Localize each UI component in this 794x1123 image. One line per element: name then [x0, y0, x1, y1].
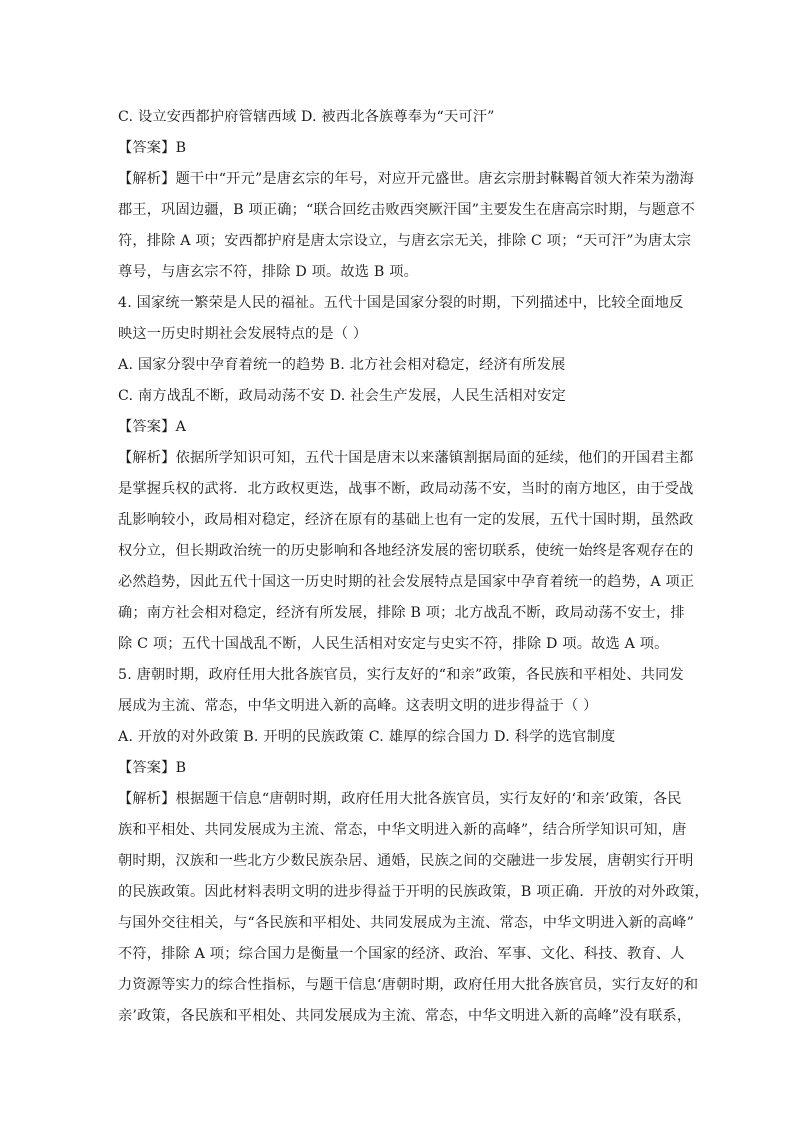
line-text: 朝时期，汉族和一些北方少数民族杂居、通婚，民族之间的交融进一步发展，唐朝实行开明 [118, 853, 694, 869]
line-text: 是掌握兵权的武将．北方政权更迭，战事不断，政局动荡不安，当时的南方地区，由于受战 [118, 481, 694, 497]
answer-line [118, 133, 684, 164]
line-text: 力资源等实力的综合性指标，与题干信息‘唐朝时期，政府任用大批各族官员，实行友好的和 [118, 977, 699, 993]
line-text: 展成为主流、常态，中华文明进入新的高峰。这表明文明的进步得益于（ ） [118, 698, 598, 714]
answer-tag: 【答案】 [118, 140, 176, 156]
line-text: 除 C 项；五代十国战乱不断，人民生活相对安定与史实不符，排除 D 项。故选 A 项。 [118, 636, 669, 652]
answer-value: B [175, 140, 187, 156]
line-text: 权分立，但长期政治统一的历史影响和各地经济发展的密切联系，使统一始终是客观存在的 [118, 543, 694, 559]
line-text: 4. 国家统一繁荣是人民的福祉。五代十国是国家分裂的时期，下列描述中，比较全面地反 [118, 295, 684, 311]
text-line [118, 536, 694, 567]
line-text: 依据所学知识可知，五代十国是唐末以来藩镇割据局面的延续，他们的开国君主都 [175, 450, 694, 466]
analysis-line [118, 443, 694, 474]
line-text: C. 南方战乱不断，政局动荡不安 D. 社会生产发展，人民生活相对安定 [118, 388, 567, 404]
answer-tag: 【答案】 [118, 419, 176, 435]
line-text: 确；南方社会相对稳定，经济有所发展，排除 B 项；北方战乱不断，政局动荡不安士，排 [118, 605, 685, 621]
line-text: 5. 唐朝时期，政府任用大批各族官员，实行友好的“和亲”政策，各民族和平相处、共同发 [118, 667, 684, 683]
answer-value: B [175, 760, 187, 776]
question-5 [118, 660, 684, 691]
line-text: 亲’政策，各民族和平相处、共同发展成为主流、常态，中华文明进入新的高峰”没有联系， [118, 1008, 692, 1024]
line-text: 与国外交往相关，与“各民族和平相处、共同发展成为主流、常态，中华文明进入新的高峰” [118, 915, 695, 931]
line-text: 根据题干信息“唐朝时期，政府任用大批各族官员，实行友好的‘和亲’政策，各民 [175, 791, 682, 807]
analysis-tag: 【解析】 [118, 171, 176, 187]
line-text: 映这一历史时期社会发展特点的是（ ） [118, 326, 368, 342]
text-line [118, 505, 694, 536]
text-line [118, 846, 694, 877]
question-5-cont [118, 691, 684, 722]
analysis-line [118, 784, 684, 815]
document-page [118, 102, 709, 1032]
line-text: C. 设立安西都护府管辖西域 D. 被西北各族尊奉为“天可汗” [118, 109, 495, 125]
text-line [118, 908, 695, 939]
text-line [118, 939, 684, 970]
text-line [118, 226, 692, 257]
text-line [118, 877, 709, 908]
text-line [118, 970, 699, 1001]
question-4-cont [118, 319, 684, 350]
answer-line [118, 412, 684, 443]
text-line [118, 598, 684, 629]
analysis-tag: 【解析】 [118, 450, 176, 466]
line-text: A. 国家分裂中孕育着统一的趋势 B. 北方社会相对稳定，经济有所发展 [118, 357, 566, 373]
line-text: 乱影响较小，政局相对稳定，经济在原有的基础上也有一定的发展，五代十国时期，虽然政 [118, 512, 694, 528]
text-line [118, 629, 684, 660]
line-text: 不符，排除 A 项；综合国力是衡量一个国家的经济、政治、军事、文化、科技、教育、人 [118, 946, 685, 962]
text-line [118, 257, 684, 288]
options-cd [118, 381, 684, 412]
answer-line [118, 753, 684, 784]
analysis-line [118, 164, 695, 195]
option-line-cd [118, 102, 684, 133]
text-line [118, 815, 687, 846]
text-line [118, 1001, 692, 1032]
text-line [118, 195, 695, 226]
question-4 [118, 288, 684, 319]
analysis-tag: 【解析】 [118, 791, 176, 807]
answer-value: A [175, 419, 187, 435]
text-line [118, 567, 695, 598]
line-text: 题干中“开元”是唐玄宗的年号，对应开元盛世。唐玄宗册封靺鞨首领大祚荣为渤海 [175, 171, 695, 187]
line-text: A. 开放的对外政策 B. 开明的民族政策 C. 雄厚的综合国力 D. 科学的选官制度 [118, 729, 616, 745]
line-text: 的民族政策。因此材料表明文明的进步得益于开明的民族政策，B 项正确．开放的对外政策， [118, 884, 709, 900]
line-text: 郡王，巩固边疆，B 项正确；“联合回纥击败西突厥汗国”主要发生在唐高宗时期，与题意不 [118, 202, 695, 218]
line-text: 必然趋势，因此五代十国这一历史时期的社会发展特点是国家中孕育着统一的趋势，A 项正 [118, 574, 695, 590]
answer-tag: 【答案】 [118, 760, 176, 776]
line-text: 族和平相处、共同发展成为主流、常态，中华文明进入新的高峰”，结合所学知识可知，唐 [118, 822, 687, 838]
options-ab [118, 350, 684, 381]
line-text: 符，排除 A 项；安西都护府是唐太宗设立，与唐玄宗无关，排除 C 项；“天可汗”为唐太宗 [118, 233, 692, 249]
options-abcd [118, 722, 684, 753]
text-line [118, 474, 694, 505]
line-text: 尊号，与唐玄宗不符，排除 D 项。故选 B 项。 [118, 264, 419, 280]
